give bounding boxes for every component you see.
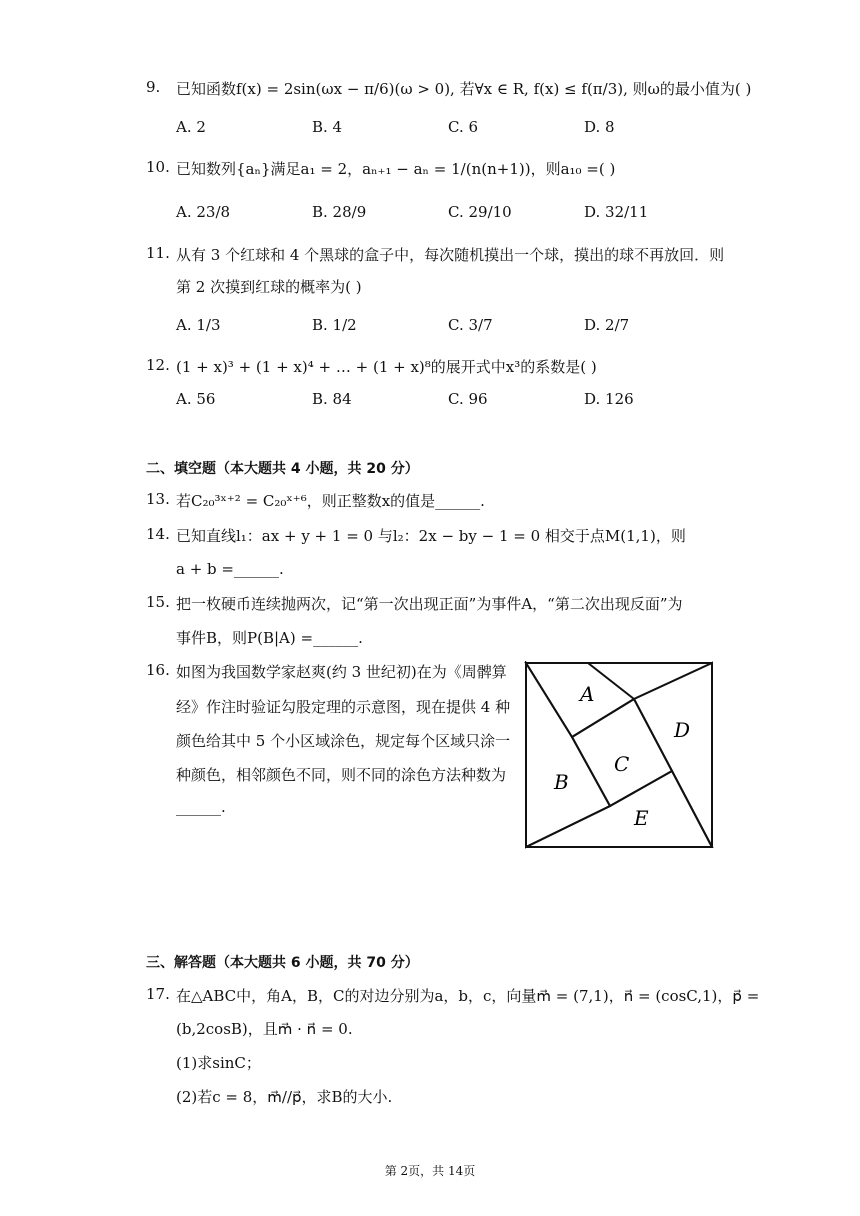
question-15-line2: 事件B，则P(B|A) =______. — [176, 629, 363, 647]
option-c: C. 96 — [448, 390, 488, 408]
question-15-line1: 把一枚硬币连续抛两次，记“第一次出现正面”为事件A，“第二次出现反面”为 — [176, 595, 683, 613]
question-17-line1: 在△ABC中，角A，B，C的对边分别为a，b，c，向量m⃗ = (7,1)，n⃗ = (cosC,1)，p⃗ = — [176, 987, 760, 1005]
option-a: A. 23/8 — [176, 203, 231, 221]
option-d: D. 2/7 — [584, 316, 630, 334]
question-number: 17. — [146, 985, 170, 1003]
question-16-line4: 种颜色，相邻颜色不同，则不同的涂色方法种数为 — [176, 766, 507, 784]
option-d: D. 8 — [584, 118, 615, 136]
option-a: A. 2 — [176, 118, 206, 136]
option-b: B. 84 — [312, 390, 352, 408]
zhao-shuang-figure — [524, 661, 716, 851]
label-c: C — [614, 752, 630, 776]
option-c: C. 6 — [448, 118, 479, 136]
question-16-line3: 颜色给其中 5 个小区域涂色，规定每个区域只涂一 — [176, 732, 511, 750]
page-footer: 第 2页，共 14页 — [384, 1164, 476, 1178]
option-c: C. 29/10 — [448, 203, 512, 221]
question-12-text: (1 + x)³ + (1 + x)⁴ + … + (1 + x)⁸的展开式中x³的系数是( ) — [176, 358, 597, 376]
question-10-text: 已知数列{aₙ}满足a₁ = 2，aₙ₊₁ − aₙ = 1/(n(n+1))，则a₁₀ =( ) — [176, 160, 616, 178]
question-17-part1: (1)求sinC； — [176, 1054, 261, 1072]
question-16-line2: 经》作注时验证勾股定理的示意图，现在提供 4 种 — [176, 698, 511, 716]
label-d: D — [674, 718, 691, 742]
label-b: B — [554, 770, 569, 794]
question-number: 10. — [146, 158, 170, 176]
question-number: 16. — [146, 661, 170, 679]
question-17-line2: (b,2cosB)，且m⃗ · n⃗ = 0. — [176, 1020, 353, 1038]
section-heading: 三、解答题（本大题共 6 小题，共 70 分） — [146, 955, 419, 971]
option-b: B. 28/9 — [312, 203, 367, 221]
label-e: E — [634, 806, 649, 830]
option-b: B. 4 — [312, 118, 343, 136]
option-a: A. 56 — [176, 390, 216, 408]
option-d: D. 126 — [584, 390, 634, 408]
question-14-line2: a + b =______. — [176, 560, 284, 578]
question-number: 13. — [146, 490, 170, 508]
question-number: 12. — [146, 356, 170, 374]
question-14-line1: 已知直线l₁：ax + y + 1 = 0 与l₂：2x − by − 1 = 0 相交于点M(1,1)，则 — [176, 527, 686, 545]
question-number: 15. — [146, 593, 170, 611]
question-number: 11. — [146, 244, 170, 262]
option-a: A. 1/3 — [176, 316, 221, 334]
option-b: B. 1/2 — [312, 316, 357, 334]
question-number: 14. — [146, 525, 170, 543]
option-d: D. 32/11 — [584, 203, 649, 221]
question-number: 9. — [146, 78, 161, 96]
region-b-triangle — [526, 663, 610, 847]
question-9-text: 已知函数f(x) = 2sin(ωx − π/6)(ω > 0), 若∀x ∈ R, f(x) ≤ f(π/3), 则ω的最小值为( ) — [176, 80, 752, 98]
label-a: A — [580, 682, 595, 706]
question-16-line1: 如图为我国数学家赵爽(约 3 世纪初)在为《周髀算 — [176, 663, 507, 681]
question-13-text: 若C₂₀³ˣ⁺² = C₂₀ˣ⁺⁶，则正整数x的值是______. — [176, 492, 485, 510]
option-c: C. 3/7 — [448, 316, 493, 334]
question-11-line2: 第 2 次摸到红球的概率为( ) — [176, 278, 362, 296]
question-17-part2: (2)若c = 8，m⃗//p⃗，求B的大小. — [176, 1088, 393, 1106]
question-11-line1: 从有 3 个红球和 4 个黑球的盒子中，每次随机摸出一个球，摸出的球不再放回．则 — [176, 246, 725, 264]
question-16-line5: ______. — [176, 798, 226, 816]
section-heading: 二、填空题（本大题共 4 小题，共 20 分） — [146, 461, 419, 477]
